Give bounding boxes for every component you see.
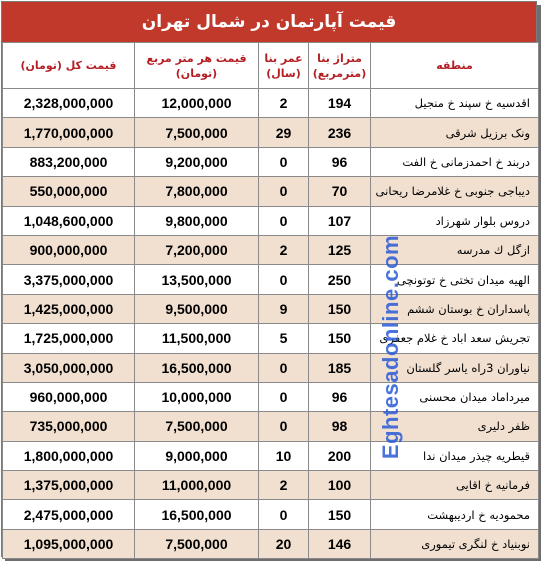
cell-total-price: 900,000,000 xyxy=(3,235,135,264)
cell-total-price: 1,425,000,000 xyxy=(3,294,135,323)
table-row xyxy=(3,265,539,294)
cell-total-price: 1,375,000,000 xyxy=(3,471,135,500)
cell-area: 150 xyxy=(309,324,371,353)
cell-age: 10 xyxy=(259,441,309,470)
table-row xyxy=(3,206,539,235)
cell-total-price: 1,048,600,000 xyxy=(3,206,135,235)
cell-price-per-meter: 7,500,000 xyxy=(135,412,259,441)
table-row xyxy=(3,177,539,206)
cell-area: 125 xyxy=(309,235,371,264)
cell-price-per-meter: 7,500,000 xyxy=(135,118,259,147)
cell-area: 98 xyxy=(309,412,371,441)
cell-price-per-meter: 9,800,000 xyxy=(135,206,259,235)
cell-area: 194 xyxy=(309,89,371,118)
header-price-per-meter: قیمت هر متر مربع (تومان) xyxy=(135,43,259,89)
cell-total-price: 883,200,000 xyxy=(3,147,135,176)
cell-age: 0 xyxy=(259,265,309,294)
table-row xyxy=(3,235,539,264)
table-row xyxy=(3,89,539,118)
cell-region: نیاوران 3راه یاسر گلستان xyxy=(371,353,539,382)
cell-age: 0 xyxy=(259,412,309,441)
cell-age: 0 xyxy=(259,206,309,235)
cell-region: ونک برزیل شرقی xyxy=(371,118,539,147)
header-region: منطقه xyxy=(371,43,539,89)
table-row xyxy=(3,324,539,353)
cell-total-price: 550,000,000 xyxy=(3,177,135,206)
apartment-price-table xyxy=(2,42,539,559)
cell-total-price: 1,095,000,000 xyxy=(3,529,135,558)
cell-age: 0 xyxy=(259,382,309,411)
cell-area: 200 xyxy=(309,441,371,470)
table-title: قیمت آپارتمان در شمال تهران xyxy=(2,2,536,42)
cell-price-per-meter: 7,500,000 xyxy=(135,529,259,558)
cell-region: دیباجی جنوبی خ غلامرضا ریحانی xyxy=(371,177,539,206)
cell-price-per-meter: 11,500,000 xyxy=(135,324,259,353)
cell-region: نوبنیاد خ لنگری تیموری xyxy=(371,529,539,558)
cell-region: قیطریه چیذر میدان ندا xyxy=(371,441,539,470)
cell-price-per-meter: 12,000,000 xyxy=(135,89,259,118)
table-row xyxy=(3,471,539,500)
table-row xyxy=(3,441,539,470)
cell-age: 2 xyxy=(259,235,309,264)
table-row xyxy=(3,382,539,411)
cell-price-per-meter: 7,200,000 xyxy=(135,235,259,264)
cell-price-per-meter: 9,000,000 xyxy=(135,441,259,470)
cell-region: تجریش سعد اباد خ غلام جعفری xyxy=(371,324,539,353)
cell-price-per-meter: 16,500,000 xyxy=(135,353,259,382)
table-row xyxy=(3,118,539,147)
cell-price-per-meter: 13,500,000 xyxy=(135,265,259,294)
cell-region: ازگل ك مدرسه xyxy=(371,235,539,264)
cell-age: 9 xyxy=(259,294,309,323)
cell-area: 185 xyxy=(309,353,371,382)
cell-age: 5 xyxy=(259,324,309,353)
watermark-text: Eghtesadonline.com xyxy=(378,234,403,460)
cell-age: 2 xyxy=(259,471,309,500)
cell-region: پاسداران خ بوستان ششم xyxy=(371,294,539,323)
cell-age: 29 xyxy=(259,118,309,147)
cell-price-per-meter: 10,000,000 xyxy=(135,382,259,411)
header-total-price: قیمت کل (تومان) xyxy=(3,43,135,89)
cell-area: 250 xyxy=(309,265,371,294)
table-row xyxy=(3,294,539,323)
cell-area: 96 xyxy=(309,147,371,176)
cell-region: الهیه میدان تختی خ توتونچی xyxy=(371,265,539,294)
cell-area: 146 xyxy=(309,529,371,558)
cell-region: فرمانیه خ اقایی xyxy=(371,471,539,500)
cell-region: دربند خ احمدزمانی خ الفت xyxy=(371,147,539,176)
cell-region: اقدسیه خ سپند خ منجیل xyxy=(371,89,539,118)
cell-area: 150 xyxy=(309,294,371,323)
cell-total-price: 2,475,000,000 xyxy=(3,500,135,529)
cell-area: 70 xyxy=(309,177,371,206)
cell-total-price: 2,328,000,000 xyxy=(3,89,135,118)
cell-price-per-meter: 9,200,000 xyxy=(135,147,259,176)
table-row xyxy=(3,353,539,382)
cell-age: 0 xyxy=(259,177,309,206)
table-row xyxy=(3,412,539,441)
cell-region: محمودیه خ اردیبهشت xyxy=(371,500,539,529)
cell-region: دروس بلوار شهرزاد xyxy=(371,206,539,235)
cell-total-price: 3,375,000,000 xyxy=(3,265,135,294)
cell-total-price: 735,000,000 xyxy=(3,412,135,441)
cell-price-per-meter: 16,500,000 xyxy=(135,500,259,529)
cell-area: 150 xyxy=(309,500,371,529)
cell-total-price: 1,770,000,000 xyxy=(3,118,135,147)
table-row xyxy=(3,500,539,529)
header-area: متراژ بنا (مترمربع) xyxy=(309,43,371,89)
cell-total-price: 1,725,000,000 xyxy=(3,324,135,353)
cell-area: 236 xyxy=(309,118,371,147)
cell-total-price: 960,000,000 xyxy=(3,382,135,411)
cell-age: 0 xyxy=(259,147,309,176)
cell-price-per-meter: 9,500,000 xyxy=(135,294,259,323)
cell-total-price: 1,800,000,000 xyxy=(3,441,135,470)
cell-price-per-meter: 11,000,000 xyxy=(135,471,259,500)
price-table-card xyxy=(1,1,537,557)
table-row xyxy=(3,529,539,558)
cell-price-per-meter: 7,800,000 xyxy=(135,177,259,206)
cell-region: ظفر دلیری xyxy=(371,412,539,441)
cell-area: 100 xyxy=(309,471,371,500)
cell-age: 0 xyxy=(259,500,309,529)
cell-area: 96 xyxy=(309,382,371,411)
header-row xyxy=(3,43,539,89)
cell-region: میرداماد میدان محسنی xyxy=(371,382,539,411)
cell-age: 2 xyxy=(259,89,309,118)
cell-age: 20 xyxy=(259,529,309,558)
cell-age: 0 xyxy=(259,353,309,382)
table-row xyxy=(3,147,539,176)
header-age: عمر بنا (سال) xyxy=(259,43,309,89)
cell-total-price: 3,050,000,000 xyxy=(3,353,135,382)
cell-area: 107 xyxy=(309,206,371,235)
